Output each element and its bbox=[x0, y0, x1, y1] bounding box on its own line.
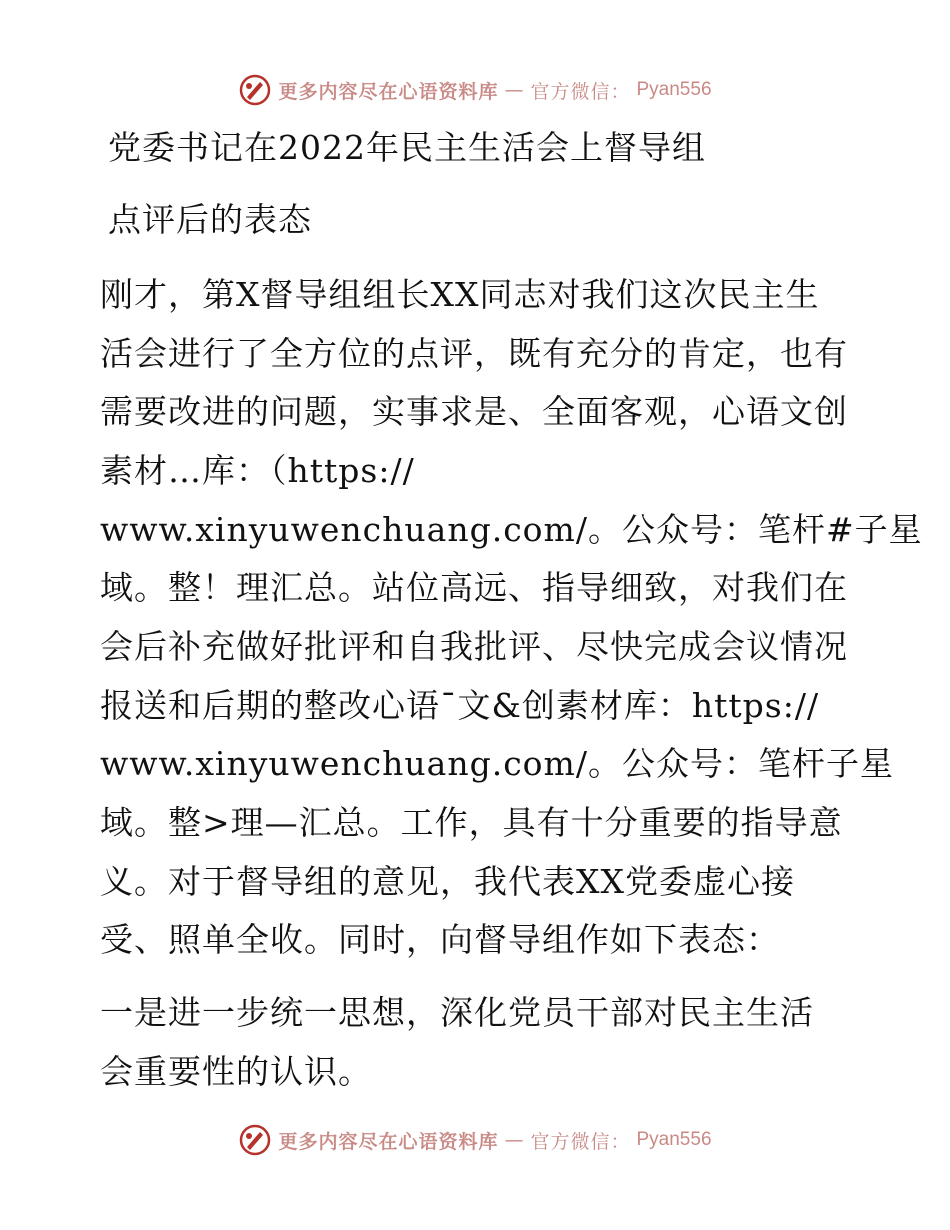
document-title-line-1: 党委书记在2022年民主生活会上督导组 bbox=[108, 128, 706, 167]
body-line: 会重要性的认识。 bbox=[100, 1052, 372, 1091]
body-line: 受、照单全收。同时，向督导组作如下表态： bbox=[100, 920, 780, 959]
body-line: www.xinyuwenchuang.com/。公众号：笔杆#子星 bbox=[100, 510, 923, 549]
watermark-main-text: 更多内容尽在心语资料库 bbox=[278, 80, 499, 103]
body-line: 一是进一步统一思想，深化党员干部对民主生活 bbox=[100, 993, 814, 1032]
footer-watermark bbox=[0, 1122, 950, 1158]
body-line: 会后补充做好批评和自我批评、尽快完成会议情况 bbox=[100, 627, 848, 666]
watermark-wechat-id: Pyan556 bbox=[636, 1129, 712, 1150]
pen-nib-logo-icon bbox=[238, 1123, 272, 1157]
body-line: 素材…库：（https:// bbox=[100, 451, 415, 490]
pen-nib-logo-icon bbox=[238, 73, 272, 107]
body-line: 域。整>理—汇总。工作，具有十分重要的指导意 bbox=[100, 803, 843, 842]
watermark-separator: — bbox=[504, 79, 525, 101]
body-line: 义。对于督导组的意见，我代表XX党委虚心接 bbox=[100, 862, 795, 901]
body-line: 需要改进的问题，实事求是、全面客观，心语文创 bbox=[100, 392, 848, 431]
body-line: www.xinyuwenchuang.com/。公众号：笔杆子星 bbox=[100, 744, 894, 783]
watermark-wechat-label: 官方微信： bbox=[530, 1130, 631, 1153]
watermark-wechat-label: 官方微信： bbox=[530, 80, 631, 103]
body-line: 域。整！理汇总。站位高远、指导细致，对我们在 bbox=[100, 568, 848, 607]
watermark-wechat-id: Pyan556 bbox=[636, 79, 712, 100]
header-watermark bbox=[0, 72, 950, 108]
body-line: 活会进行了全方位的点评，既有充分的肯定，也有 bbox=[100, 334, 848, 373]
body-line: 报送和后期的整改心语¯文&创素材库：https:// bbox=[100, 686, 820, 725]
document-title-line-2: 点评后的表态 bbox=[108, 200, 312, 239]
body-line: 刚才，第X督导组组长XX同志对我们这次民主生 bbox=[100, 275, 820, 314]
watermark-main-text: 更多内容尽在心语资料库 bbox=[278, 1130, 499, 1153]
watermark-separator: — bbox=[504, 1129, 525, 1151]
